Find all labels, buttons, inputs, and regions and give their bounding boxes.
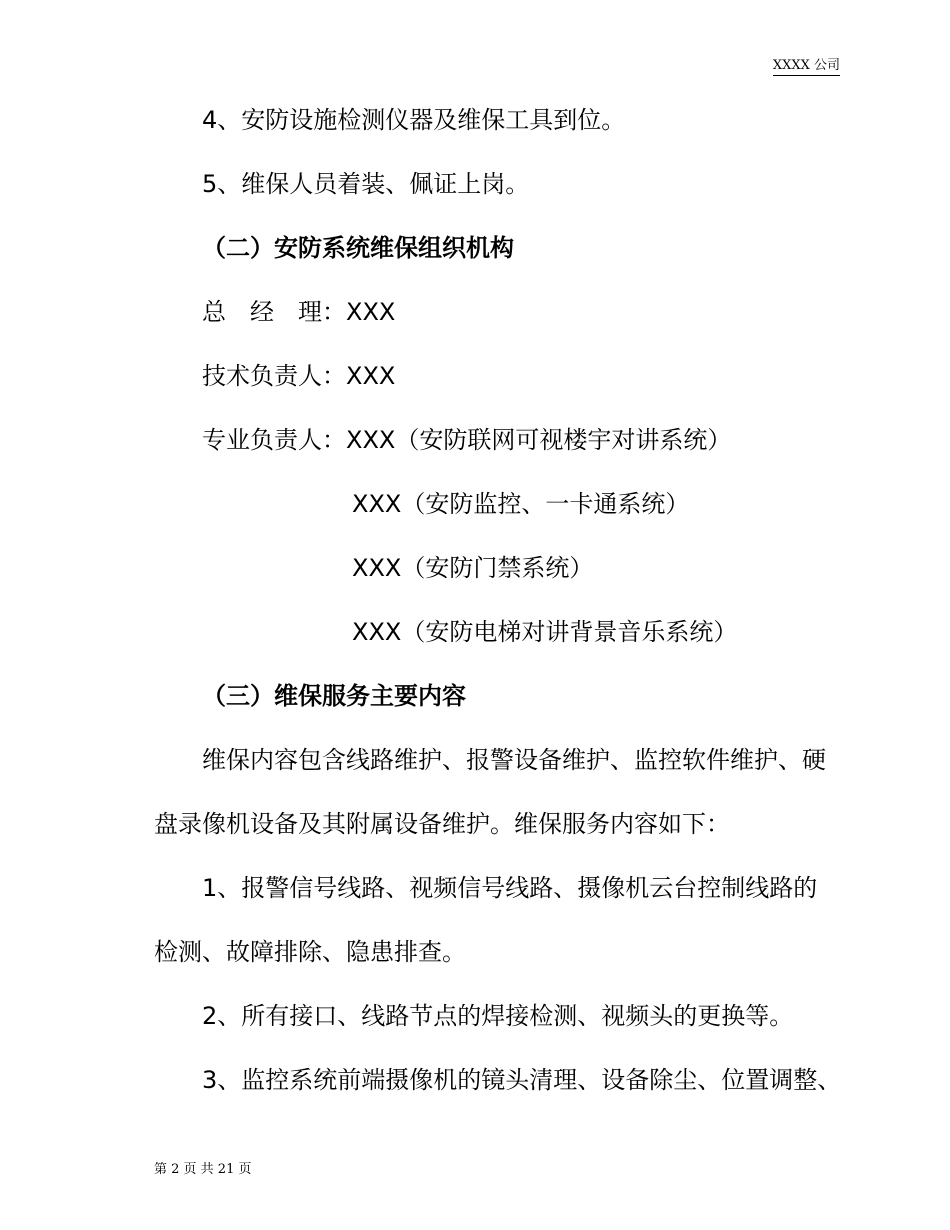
paragraph-intro-line-2: 盘录像机设备及其附属设备维护。维保服务内容如下： xyxy=(154,810,730,838)
org-professional-lead: 专业负责人：XXX（安防联网可视楼宇对讲系统） xyxy=(202,426,732,454)
org-technical-lead: 技术负责人：XXX xyxy=(202,362,396,390)
page-header-company: XXXX 公司 xyxy=(773,58,840,76)
service-item-2: 2、所有接口、线路节点的焊接检测、视频头的更换等。 xyxy=(202,1002,794,1030)
service-item-3: 3、监控系统前端摄像机的镜头清理、设备除尘、位置调整、 xyxy=(202,1066,842,1094)
org-professional-lead-4: XXX（安防电梯对讲背景音乐系统） xyxy=(352,618,738,646)
list-item-4: 4、安防设施检测仪器及维保工具到位。 xyxy=(202,106,626,134)
list-item-5: 5、维保人员着装、佩证上岗。 xyxy=(202,170,530,198)
page-footer-page-info: 第 2 页 共 21 页 xyxy=(154,1162,252,1177)
org-professional-lead-3: XXX（安防门禁系统） xyxy=(352,554,594,582)
service-item-1-line-2: 检测、故障排除、隐患排查。 xyxy=(154,938,466,966)
service-item-1-line-1: 1、报警信号线路、视频信号线路、摄像机云台控制线路的 xyxy=(202,874,818,902)
org-general-manager: 总 经 理：XXX xyxy=(202,298,396,326)
org-professional-lead-2: XXX（安防监控、一卡通系统） xyxy=(352,490,690,518)
section-heading-3: （三）维保服务主要内容 xyxy=(202,682,466,710)
section-heading-2: （二）安防系统维保组织机构 xyxy=(202,234,514,262)
paragraph-intro-line-1: 维保内容包含线路维护、报警设备维护、监控软件维护、硬 xyxy=(202,746,826,774)
